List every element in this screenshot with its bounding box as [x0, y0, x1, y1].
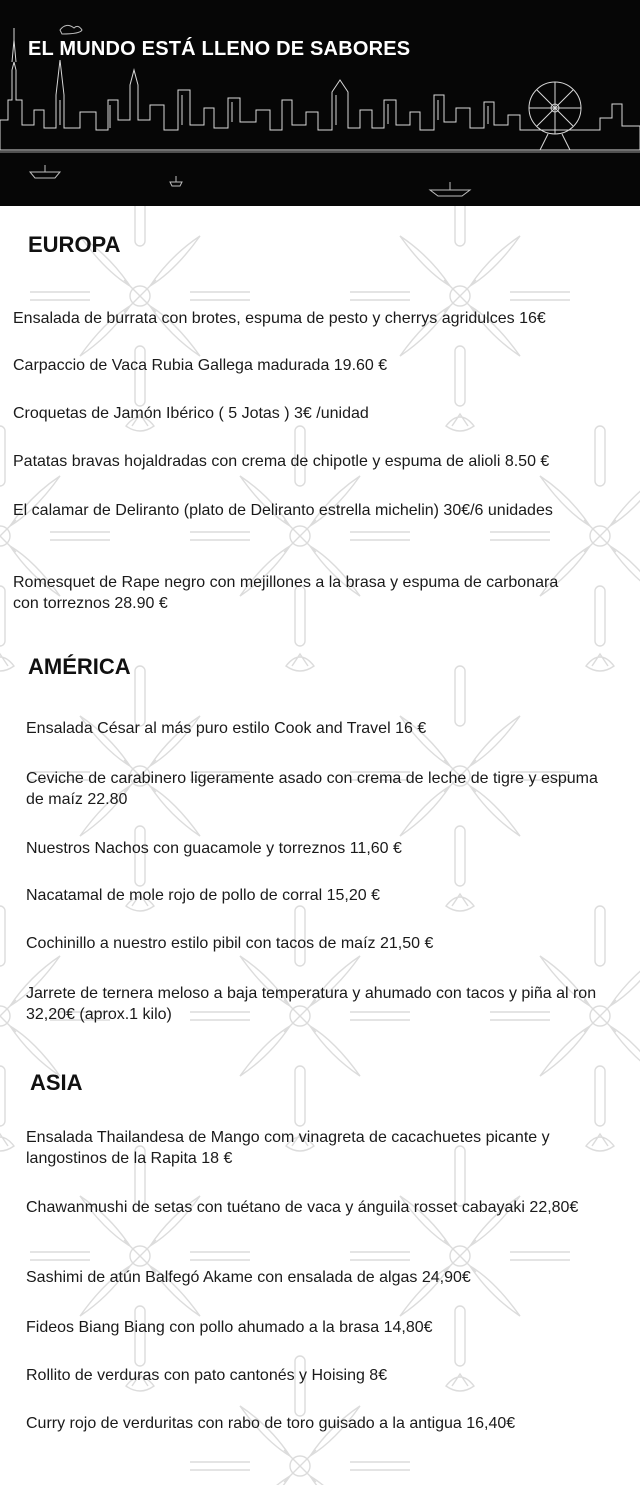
menu-item: Carpaccio de Vaca Rubia Gallega madurada 19.60 € — [13, 357, 388, 374]
menu-item: Cochinillo a nuestro estilo pibil con tacos de maíz 21,50 € — [26, 935, 434, 952]
menu-item: Fideos Biang Biang con pollo ahumado a la brasa 14,80€ — [26, 1319, 433, 1336]
menu-item: Romesquet de Rape negro con mejillones a la brasa y espuma de carbonara con torreznos 28.90 € — [13, 574, 559, 612]
menu-item: Ensalada César al más puro estilo Cook and Travel 16 € — [26, 720, 427, 737]
menu-item: El calamar de Deliranto (plato de Deliranto estrella michelin) 30€/6 unidades — [13, 502, 553, 519]
menu-item: Ensalada Thailandesa de Mango com vinagreta de cacachuetes picante y langostinos de la Rapita 18 € — [26, 1129, 550, 1167]
section-title-europa: EUROPA — [28, 232, 121, 257]
menu-item: Nacatamal de mole rojo de pollo de corral 15,20 € — [26, 887, 380, 904]
menu-item: Rollito de verduras con pato cantonés y Hoising 8€ — [26, 1367, 388, 1384]
page-title: EL MUNDO ESTÁ LLENO DE SABORES — [28, 38, 411, 60]
menu-item: Nuestros Nachos con guacamole y torreznos 11,60 € — [26, 840, 402, 857]
menu-item: Jarrete de ternera meloso a baja temperatura y ahumado con tacos y piña al ron 32,20€ (aprox.1 kilo) — [26, 985, 597, 1023]
menu-item: Ceviche de carabinero ligeramente asado con crema de leche de tigre y espuma de maíz 22.80 — [26, 770, 598, 808]
menu-item: Chawanmushi de setas con tuétano de vaca y ánguila rosset cabayaki 22,80€ — [26, 1199, 579, 1216]
menu-item: Ensalada de burrata con brotes, espuma de pesto y cherrys agridulces 16€ — [13, 310, 546, 327]
menu-item: Patatas bravas hojaldradas con crema de chipotle y espuma de alioli 8.50 € — [13, 453, 550, 470]
menu-item: Curry rojo de verduritas con rabo de toro guisado a la antigua 16,40€ — [26, 1415, 516, 1432]
menu-item: Sashimi de atún Balfegó Akame con ensalada de algas 24,90€ — [26, 1269, 471, 1286]
section-title-asia: ASIA — [30, 1070, 83, 1095]
section-title-america: AMÉRICA — [28, 654, 131, 679]
menu-item: Croquetas de Jamón Ibérico ( 5 Jotas ) 3€ /unidad — [13, 405, 369, 422]
